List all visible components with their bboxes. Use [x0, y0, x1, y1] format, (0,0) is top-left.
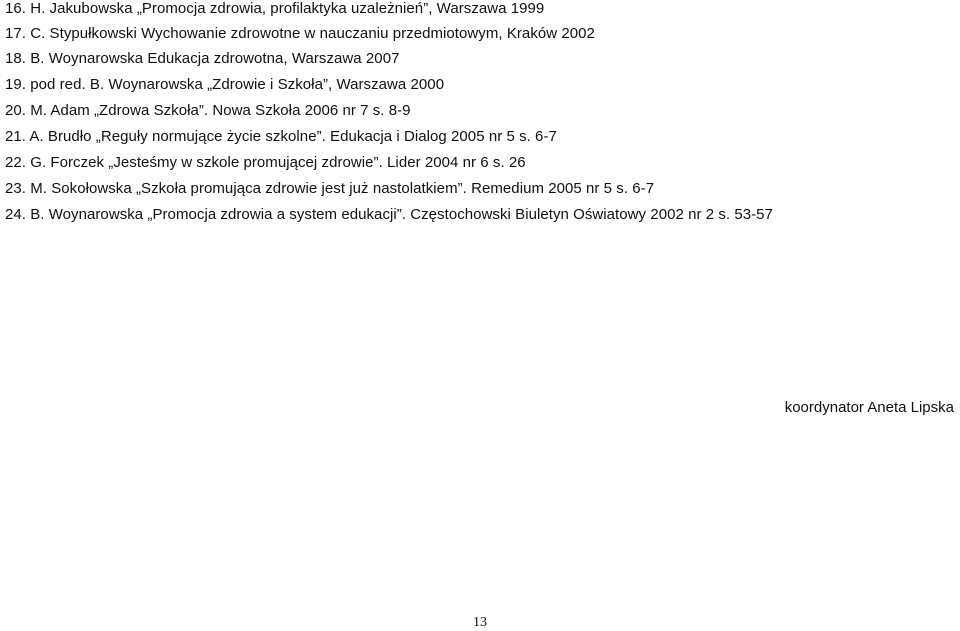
reference-text: M. Sokołowska „Szkoła promująca zdrowie jest już nastolatkiem”. Remedium 2005 nr 5 s. 6-7 — [30, 180, 655, 197]
reference-text: M. Adam „Zdrowa Szkoła”. Nowa Szkoła 2006 nr 7 s. 8-9 — [30, 102, 411, 119]
reference-item — [5, 154, 526, 172]
reference-text: H. Jakubowska „Promocja zdrowia, profilaktyka uzależnień”, Warszawa 1999 — [30, 0, 545, 17]
reference-number: 21. — [5, 128, 27, 145]
reference-text: pod red. B. Woynarowska „Zdrowie i Szkoła”, Warszawa 2000 — [30, 76, 445, 93]
reference-text: G. Forczek „Jesteśmy w szkole promującej zdrowie”. Lider 2004 nr 6 s. 26 — [30, 154, 526, 171]
reference-item — [5, 206, 773, 224]
reference-number: 24. — [5, 206, 27, 223]
reference-number: 20. — [5, 102, 27, 119]
reference-item — [5, 50, 399, 68]
reference-item — [5, 128, 557, 146]
reference-item — [5, 76, 444, 94]
reference-text: C. Stypułkowski Wychowanie zdrowotne w nauczaniu przedmiotowym, Kraków 2002 — [30, 25, 595, 42]
reference-text: A. Brudło „Reguły normujące życie szkolne”. Edukacja i Dialog 2005 nr 5 s. 6-7 — [29, 128, 557, 145]
reference-number: 17. — [5, 25, 27, 42]
reference-text: B. Woynarowska „Promocja zdrowia a system edukacji”. Częstochowski Biuletyn Oświatowy 2002 nr 2 s. 53-57 — [30, 206, 773, 223]
reference-number: 18. — [5, 50, 27, 67]
reference-item — [5, 25, 595, 43]
reference-item — [5, 0, 544, 18]
reference-item — [5, 102, 411, 120]
reference-number: 16. — [5, 0, 27, 17]
reference-text: B. Woynarowska Edukacja zdrowotna, Warszawa 2007 — [30, 50, 400, 67]
coordinator-signature: koordynator Aneta Lipska — [784, 399, 954, 416]
reference-item — [5, 180, 654, 198]
reference-number: 19. — [5, 76, 27, 93]
reference-number: 22. — [5, 154, 27, 171]
reference-number: 23. — [5, 180, 27, 197]
page-number: 13 — [473, 615, 487, 630]
